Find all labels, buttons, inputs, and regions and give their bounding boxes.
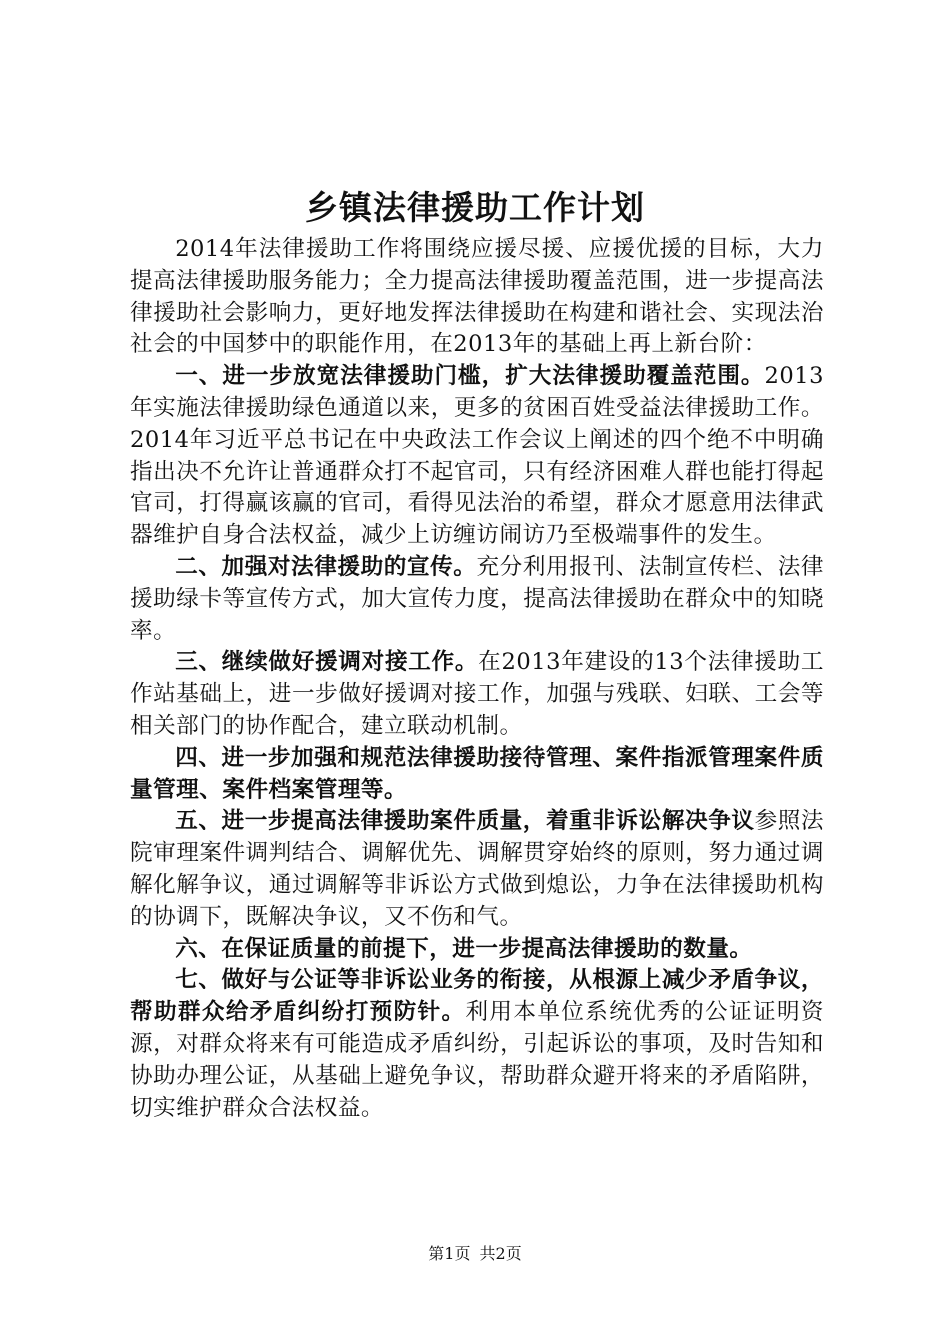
page-number: 第1页 bbox=[428, 1244, 471, 1263]
page-footer bbox=[0, 1244, 950, 1264]
section-2 bbox=[130, 552, 824, 647]
section-7-heading: 七、做好与公证等非诉讼业务的衔接，从根源上减少矛盾争议，帮助群众给矛盾纠纷打预防针。 bbox=[130, 967, 824, 1026]
intro-paragraph: 2014年法律援助工作将围绕应援尽援、应援优援的目标，大力提高法律援助服务能力；全力提高法律援助覆盖范围，进一步提高法律援助社会影响力，更好地发挥法律援助在构建和谐社会、实现法治社会的中国梦中的职能作用，在2013年的基础上再上新台阶： bbox=[130, 236, 824, 358]
section-1-text: 2013年实施法律援助绿色通道以来，更多的贫困百姓受益法律援助工作。2014年习近平总书记在中央政法工作会议上阐述的四个绝不中明确指出决不允许让普通群众打不起官司，只有经济困难人群也能打得起官司，打得赢该赢的官司，看得见法治的希望，群众才愿意用法律武器维护自身合法权益，减少上访缠访闹访乃至极端事件的发生。 bbox=[130, 363, 824, 549]
section-7-text: 利用本单位系统优秀的公证证明资源，对群众将来有可能造成矛盾纠纷，引起诉讼的事项，及时告知和协助办理公证，从基础上避免争议，帮助群众避开将来的矛盾陷阱，切实维护群众合法权益。 bbox=[130, 999, 824, 1121]
section-1 bbox=[130, 361, 824, 552]
section-5 bbox=[130, 806, 824, 933]
section-2-text: 充分利用报刊、法制宣传栏、法律援助绿卡等宣传方式，加大宣传力度，提高法律援助在群众中的知晓率。 bbox=[130, 553, 825, 644]
section-3 bbox=[130, 647, 824, 742]
section-5-heading: 五、进一步提高法律援助案件质量，着重非诉讼解决争议 bbox=[175, 808, 755, 835]
section-5-text: 参照法院审理案件调判结合、调解优先、调解贯穿始终的原则，努力通过调解化解争议，通过调解等非诉讼方式做到熄讼，力争在法律援助机构的协调下，既解决争议，又不伤和气。 bbox=[130, 808, 825, 930]
section-6 bbox=[130, 934, 824, 966]
section-3-heading: 三、继续做好援调对接工作。 bbox=[175, 649, 479, 676]
page-total: 共2页 bbox=[479, 1244, 522, 1263]
section-4 bbox=[130, 743, 824, 807]
section-7 bbox=[130, 965, 824, 1124]
section-3-text: 在2013年建设的13个法律援助工作站基础上，进一步做好援调对接工作，加强与残联、妇联、工会等相关部门的协作配合，建立联动机制。 bbox=[130, 649, 825, 739]
section-2-heading: 二、加强对法律援助的宣传。 bbox=[175, 553, 477, 580]
document-body bbox=[130, 234, 824, 1124]
section-6-heading: 六、在保证质量的前提下，进一步提高法律援助的数量。 bbox=[175, 935, 753, 962]
section-4-heading: 四、进一步加强和规范法律援助接待管理、案件指派管理案件质量管理、案件档案管理等。 bbox=[130, 744, 824, 803]
document-title: 乡镇法律援助工作计划 bbox=[305, 188, 645, 227]
section-1-heading: 一、进一步放宽法律援助门槛，扩大法律援助覆盖范围。 bbox=[175, 363, 765, 390]
